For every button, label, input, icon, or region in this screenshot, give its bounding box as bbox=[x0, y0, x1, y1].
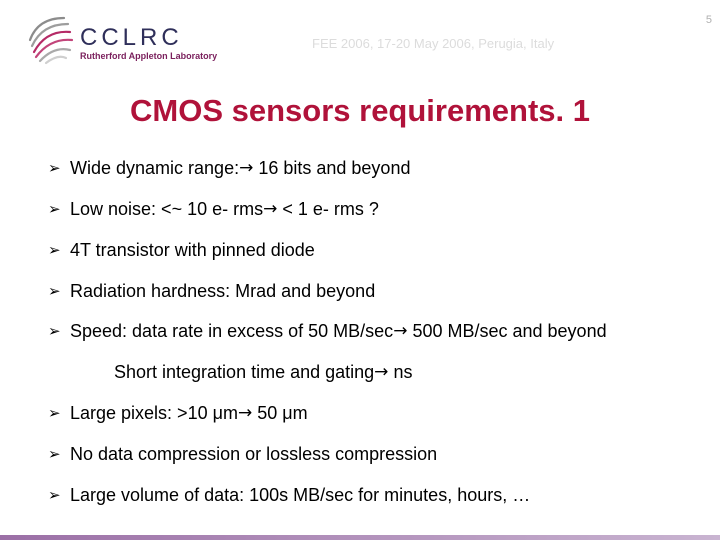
bullet-text: 16 bits and beyond bbox=[258, 157, 411, 178]
bullet-arrowhead-icon: ➢ bbox=[48, 486, 61, 504]
bullet-text: < 1 e- rms ? bbox=[282, 198, 379, 219]
bullet-item bbox=[48, 278, 375, 304]
bullet-text: No data compression or lossless compression bbox=[70, 443, 438, 464]
bullet-item bbox=[48, 482, 530, 508]
bullet-arrowhead-icon: ➢ bbox=[48, 322, 61, 340]
bullet-text: 50 μm bbox=[257, 402, 308, 423]
bullet-item bbox=[48, 318, 607, 344]
page-number: 5 bbox=[705, 14, 712, 26]
bullet-item bbox=[48, 196, 379, 222]
sub-bullet-item bbox=[114, 359, 412, 385]
bullet-text: 500 MB/sec and beyond bbox=[412, 320, 607, 341]
bullet-text: Radiation hardness: Mrad and beyond bbox=[70, 280, 376, 301]
bullet-text: Low noise: <~ 10 e- rms bbox=[70, 198, 264, 219]
right-arrow-icon: → bbox=[239, 158, 254, 178]
bullet-arrowhead-icon: ➢ bbox=[48, 282, 61, 300]
bullet-text: Large volume of data: 100s MB/sec for minutes, hours, … bbox=[70, 484, 531, 505]
sub-bullet-text: Short integration time and gating bbox=[114, 361, 375, 382]
bullet-item bbox=[48, 441, 437, 467]
bullet-item bbox=[48, 400, 308, 426]
logo-subtitle: Rutherford Appleton Laboratory bbox=[80, 51, 218, 61]
bottom-accent-bar bbox=[0, 535, 720, 540]
conference-label: FEE 2006, 17-20 May 2006, Perugia, Italy bbox=[312, 36, 555, 51]
cclrc-logo bbox=[24, 10, 218, 66]
slide-title: CMOS sensors requirements. 1 bbox=[130, 93, 590, 128]
bullet-text: 4T transistor with pinned diode bbox=[70, 239, 315, 260]
bullet-text: Large pixels: >10 μm bbox=[70, 402, 238, 423]
right-arrow-icon: → bbox=[374, 362, 389, 382]
logo-wordmark: CCLRC bbox=[80, 24, 183, 51]
swirl-logo-icon bbox=[24, 10, 78, 66]
bullet-arrowhead-icon: ➢ bbox=[48, 445, 61, 463]
bullet-arrowhead-icon: ➢ bbox=[48, 159, 61, 177]
sub-bullet-text: ns bbox=[393, 361, 413, 382]
bullet-arrowhead-icon: ➢ bbox=[48, 200, 61, 218]
right-arrow-icon: → bbox=[237, 403, 253, 423]
bullet-item bbox=[48, 155, 410, 181]
bullet-text: Speed: data rate in excess of 50 MB/sec bbox=[70, 320, 394, 341]
bullet-arrowhead-icon: ➢ bbox=[48, 241, 61, 259]
right-arrow-icon: → bbox=[393, 321, 408, 341]
bullet-item bbox=[48, 237, 315, 263]
bullet-text: Wide dynamic range: bbox=[70, 157, 240, 178]
bullet-arrowhead-icon: ➢ bbox=[48, 404, 61, 422]
right-arrow-icon: → bbox=[263, 199, 278, 219]
